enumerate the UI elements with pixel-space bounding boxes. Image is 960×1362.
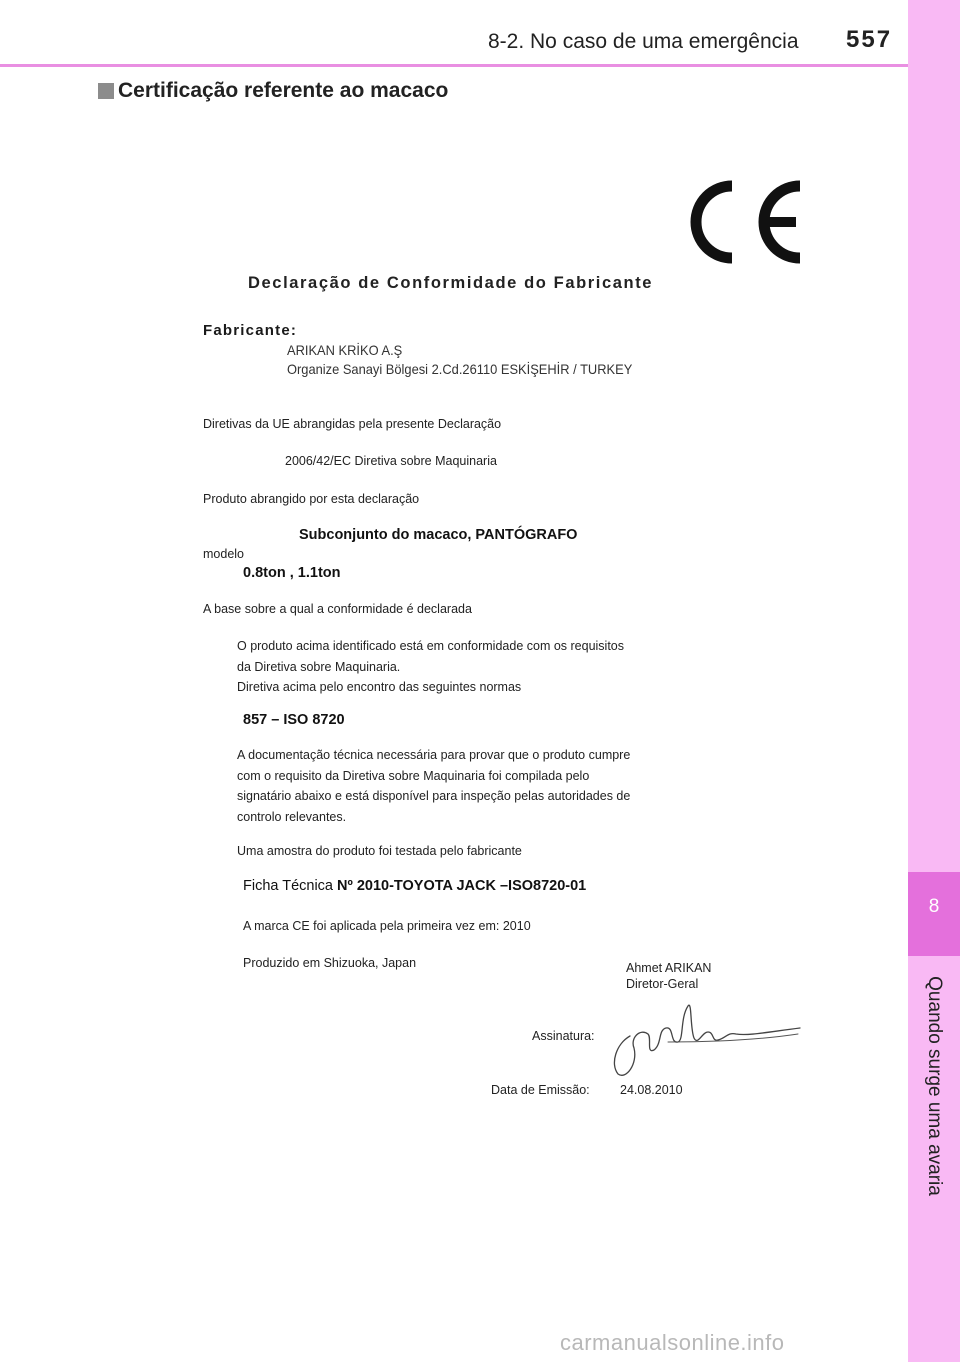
certificate-title: Declaração de Conformidade do Fabricante	[248, 274, 654, 292]
basis-paragraph	[237, 636, 624, 698]
signatory-name: Ahmet ARIKAN	[626, 961, 712, 975]
manufacturer-label: Fabricante:	[203, 322, 298, 339]
product-name: Subconjunto do macaco, PANTÓGRAFO	[299, 527, 578, 543]
basis-line: O produto acima identificado está em conformidade com os requisitos	[237, 639, 624, 653]
produced-in: Produzido em Shizuoka, Japan	[243, 956, 417, 970]
documentation-line: controlo relevantes.	[237, 809, 347, 824]
directive: 2006/42/EC Diretiva sobre Maquinaria	[285, 454, 497, 468]
basis-line: da Diretiva sobre Maquinaria.	[237, 659, 401, 674]
manufacturer-address: Organize Sanayi Bölgesi 2.Cd.26110 ESKİŞEHİR / TURKEY	[287, 361, 633, 377]
standard: 857 – ISO 8720	[243, 712, 345, 728]
product-label: Produto abrangido por esta declaração	[203, 492, 420, 506]
header-rule	[0, 64, 908, 67]
heading-bullet-icon	[98, 83, 114, 99]
section-reference: 8-2. No caso de uma emergência	[488, 30, 799, 53]
documentation-paragraph	[237, 745, 630, 827]
model-value: 0.8ton , 1.1ton	[243, 565, 341, 581]
ce-applied: A marca CE foi aplicada pela primeira vez em: 2010	[243, 919, 531, 933]
tech-sheet-number: Nº 2010-TOYOTA JACK –ISO8720-01	[337, 878, 587, 894]
tech-sheet	[243, 878, 586, 894]
ce-mark-logo	[690, 180, 806, 264]
manufacturer-name: ARIKAN KRİKO A.Ş	[287, 342, 403, 358]
directives-label: Diretivas da UE abrangidas pela presente Declaração	[203, 417, 502, 431]
sample-tested: Uma amostra do produto foi testada pelo fabricante	[237, 844, 522, 858]
signature-label: Assinatura:	[532, 1029, 595, 1043]
tech-sheet-label: Ficha Técnica	[243, 878, 338, 894]
basis-line: Diretiva acima pelo encontro das seguintes normas	[237, 680, 522, 694]
issue-date: 24.08.2010	[620, 1083, 683, 1097]
signatory-title: Diretor-Geral	[626, 977, 699, 991]
basis-label: A base sobre a qual a conformidade é declarada	[203, 602, 472, 616]
documentation-line: com o requisito da Diretiva sobre Maquinaria foi compilada pelo	[237, 768, 590, 783]
handwritten-signature	[608, 998, 804, 1078]
chapter-number: 8	[928, 896, 940, 917]
documentation-line: signatário abaixo e está disponível para inspeção pelas autoridades de	[237, 789, 631, 803]
section-heading: Certificação referente ao macaco	[118, 79, 449, 102]
page-number: 557	[846, 26, 893, 53]
ce-mark-e-bar	[768, 217, 796, 227]
issue-date-label: Data de Emissão:	[491, 1083, 590, 1097]
ce-mark-c	[696, 186, 732, 258]
model-label: modelo	[203, 547, 244, 561]
documentation-line: A documentação técnica necessária para provar que o produto cumpre	[237, 748, 631, 762]
site-watermark: carmanualsonline.info	[560, 1330, 785, 1355]
chapter-title-text: Quando surge uma avaria	[924, 976, 945, 1196]
